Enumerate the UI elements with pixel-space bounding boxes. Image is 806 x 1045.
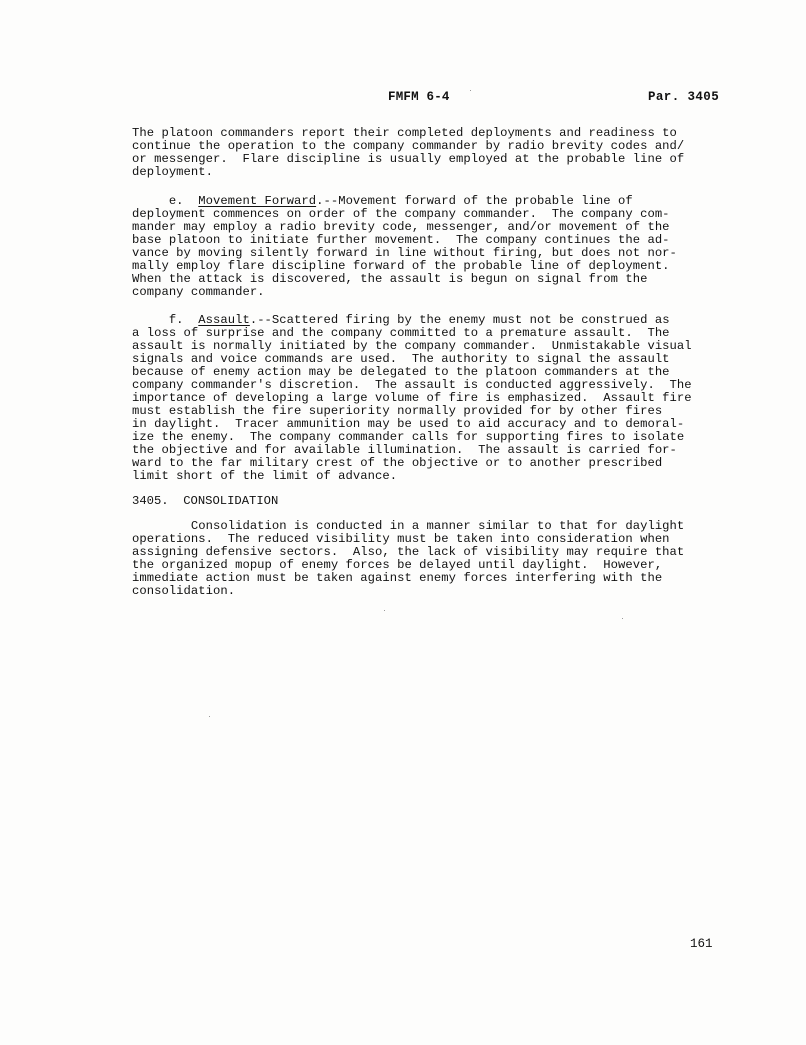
text-line: deployment commences on order of the company commander. The company com-: [132, 207, 670, 221]
text-line: assault is normally initiated by the company commander. Unmistakable visual: [132, 339, 692, 353]
scan-speck: [384, 610, 385, 611]
text-line: company commander.: [132, 285, 265, 299]
text-line: importance of developing a large volume of fire is emphasized. Assault fire: [132, 391, 692, 405]
running-header-title: FMFM 6-4: [388, 90, 450, 104]
text-line: because of enemy action may be delegated to the platoon commanders at the: [132, 365, 670, 379]
text-line: The platoon commanders report their completed deployments and readiness to: [132, 126, 677, 140]
text-line: base platoon to initiate further movement. The company continues the ad-: [132, 233, 670, 247]
text-line: a loss of surprise and the company committed to a premature assault. The: [132, 326, 670, 340]
text-line: assigning defensive sectors. Also, the lack of visibility may require that: [132, 545, 685, 559]
text-line: limit short of the limit of advance.: [132, 469, 398, 483]
text-line: mander may employ a radio brevity code, messenger, and/or movement of the: [132, 220, 670, 234]
text-line: ward to the far military crest of the objective or to another prescribed: [132, 456, 663, 470]
text-line: Consolidation is conducted in a manner similar to that for daylight: [132, 519, 685, 533]
text-line: mally employ flare discipline forward of the probable line of deployment.: [132, 259, 670, 273]
text-line: in daylight. Tracer ammunition may be used to aid accuracy and to demoral-: [132, 417, 685, 431]
text-line: continue the operation to the company commander by radio brevity codes and/: [132, 139, 685, 153]
text-line: signals and voice commands are used. The authority to signal the assault: [132, 352, 670, 366]
paragraph-f-lead: .--Scattered firing by the enemy must not be construed as: [249, 313, 670, 327]
running-header-paragraph: Par. 3405: [648, 90, 720, 104]
text-line: When the attack is discovered, the assault is begun on signal from the: [132, 272, 648, 286]
page-number: 161: [690, 937, 713, 951]
scan-speck: [622, 618, 623, 619]
text-line: vance by moving silently forward in line without firing, but does not nor-: [132, 246, 677, 260]
text-line: consolidation.: [132, 584, 236, 598]
paragraph-f-marker: f.: [132, 313, 199, 327]
text-line: immediate action must be taken against enemy forces interfering with the: [132, 571, 663, 585]
text-line: or messenger. Flare discipline is usually employed at the probable line of: [132, 152, 685, 166]
text-line: ize the enemy. The company commander calls for supporting fires to isolate: [132, 430, 685, 444]
section-heading: 3405. CONSOLIDATION: [132, 494, 279, 508]
paragraph-e-title: Movement Forward: [198, 194, 317, 208]
text-line: the objective and for available illumination. The assault is carried for-: [132, 443, 677, 457]
paragraph-f-title: Assault: [198, 313, 250, 327]
scan-speck: [470, 90, 471, 91]
text-line: the organized mopup of enemy forces be delayed until daylight. However,: [132, 558, 663, 572]
text-line: operations. The reduced visibility must be taken into consideration when: [132, 532, 670, 546]
text-line: must establish the fire superiority normally provided for by other fires: [132, 404, 663, 418]
text-line: deployment.: [132, 165, 214, 179]
text-line: company commander's discretion. The assault is conducted aggressively. The: [132, 378, 692, 392]
paragraph-e-marker: e.: [132, 194, 199, 208]
scan-speck: [209, 716, 210, 717]
paragraph-e-lead: .--Movement forward of the probable line of: [316, 194, 633, 208]
